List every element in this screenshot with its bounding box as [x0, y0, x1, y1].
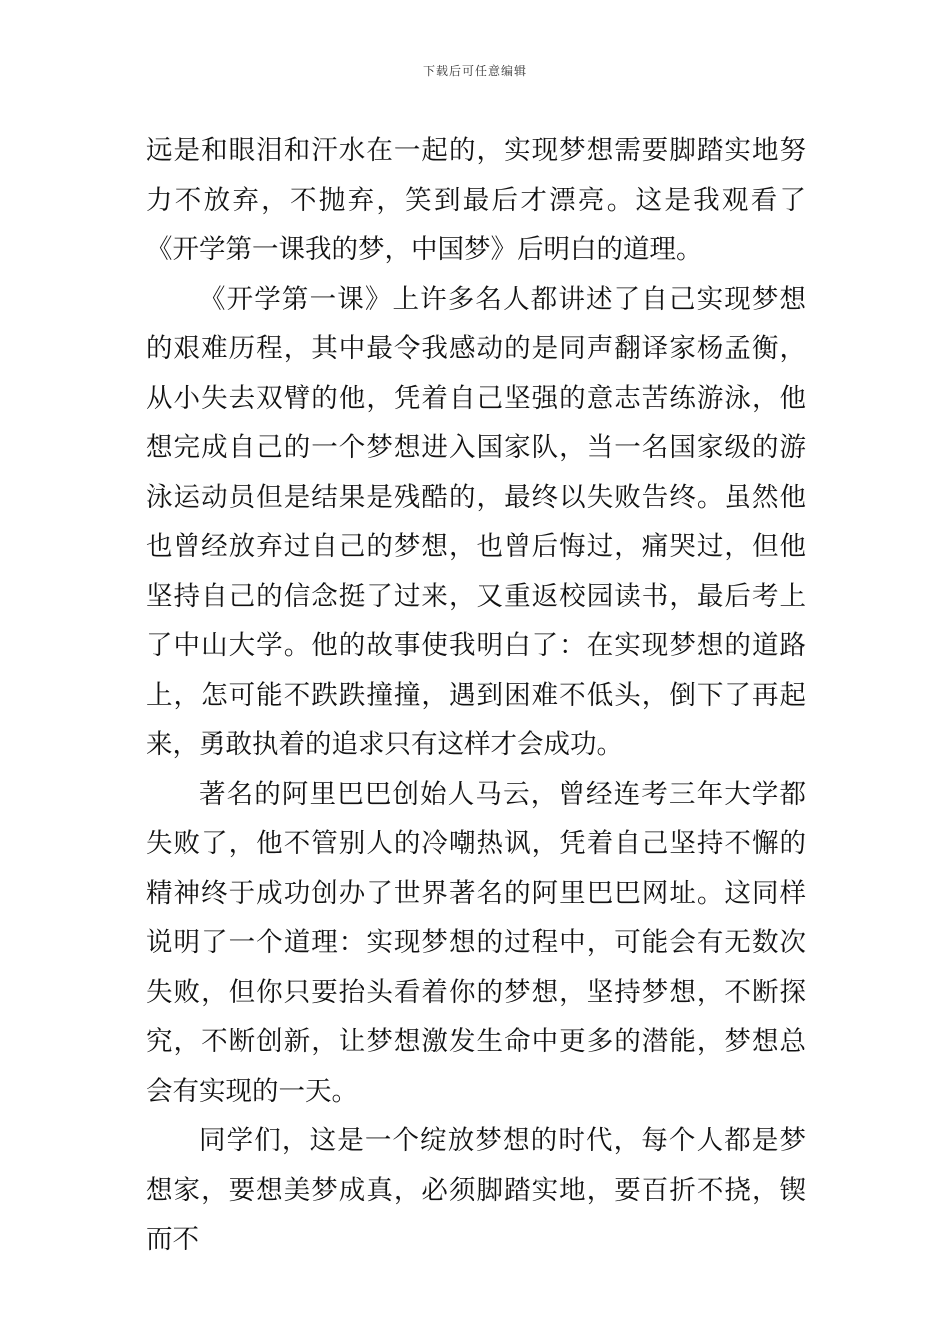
document-body: [146, 126, 806, 1265]
paragraph-continued: 远是和眼泪和汗水在一起的，实现梦想需要脚踏实地努力不放弃，不抛弃，笑到最后才漂亮。这是我观看了《开学第一课我的梦，中国梦》后明白的道理。: [146, 135, 806, 265]
paragraph-closing: 同学们，这是一个绽放梦想的时代，每个人都是梦想家，要想美梦成真，必须脚踏实地，要百折不挠，锲而不: [146, 1125, 806, 1255]
page-header: 下载后可任意编辑: [422, 64, 527, 78]
paragraph-ma-yun: 著名的阿里巴巴创始人马云，曾经连考三年大学都失败了，他不管别人的冷嘲热讽，凭着自己坚持不懈的精神终于成功创办了世界著名的阿里巴巴网址。这同样说明了一个道理：实现梦想的过程中，可能会有无数次失败，但你只要抬头看着你的梦想，坚持梦想，不断探究，不断创新，让梦想激发生命中更多的潜能，梦想总会有实现的一天。: [146, 778, 806, 1107]
paragraph-yang-mengheng: 《开学第一课》上许多名人都讲述了自己实现梦想的艰难历程，其中最令我感动的是同声翻译家杨孟衡，从小失去双臂的他，凭着自己坚强的意志苦练游泳，他想完成自己的一个梦想进入国家队，当一名国家级的游泳运动员但是结果是残酷的，最终以失败告终。虽然他也曾经放弃过自己的梦想，也曾后悔过，痛哭过，但他坚持自己的信念挺了过来，又重返校园读书，最后考上了中山大学。他的故事使我明白了：在实现梦想的道路上，怎可能不跌跌撞撞，遇到困难不低头，倒下了再起来，勇敢执着的追求只有这样才会成功。: [146, 283, 806, 760]
